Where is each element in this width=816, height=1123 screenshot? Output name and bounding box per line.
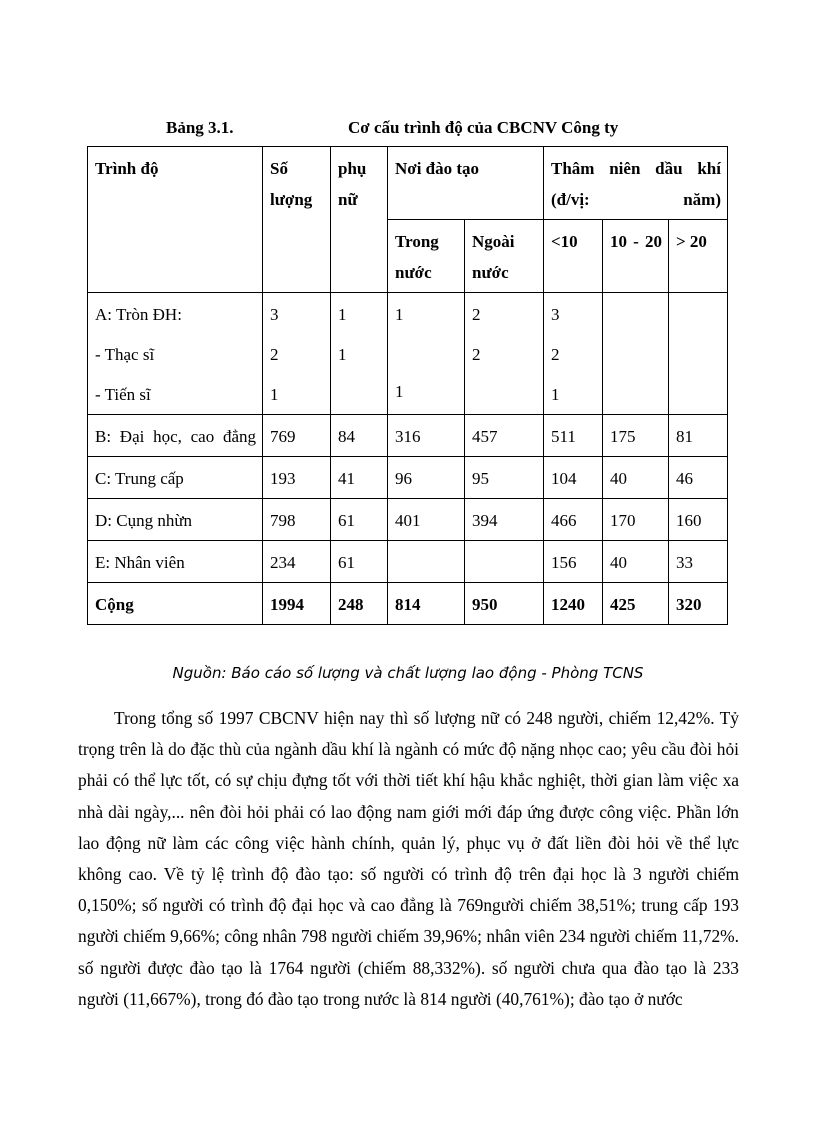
paragraph-text: Trong tổng số 1997 CBCNV hiện nay thì số lượng nữ có 248 người, chiếm 12,42%. Tỷ trọng trên là do đặc thù của ngành dầu khí là ngành có mức độ nặng nhọc cao; yêu cầu đòi hỏi phải có thể lực tốt, có sự chịu đựng tốt với thời tiết khí hậu khắc nghiệt, thời gian làm việc xa nhà dài ngày,... nên đòi hỏi phải có lao động nam giới mới đáp ứng được công việc. Phần lớn lao động nữ làm các công việc hành chính, quản lý, phục vụ ở đất liền đòi hỏi về thể lực không cao. Về tỷ lệ trình độ đào tạo: số người có trình độ trên đại học là 3 người chiếm 0,150%; số người có trình độ đại học và cao đẳng là 769người chiếm 38,51%; trung cấp 193 người chiếm 9,66%; công nhân 798 người chiếm 39,96%; nhân viên 234 người chiếm 11,72%. số người được đào tạo là 1764 người (chiếm 88,332%). số người chưa qua đào tạo là 233 người (11,667%), trong đó đào tạo trong nước là 814 người (40,761%); đào tạo ở nước [78, 708, 739, 1009]
body-paragraph [78, 703, 739, 1015]
header-row-1 [88, 147, 728, 220]
postgrad-female: 1 1 [331, 293, 388, 415]
header-10-20: 10 - 20 [603, 220, 669, 293]
header-domestic: Trong nước [388, 220, 465, 293]
table-number: Bảng 3.1. [166, 118, 234, 137]
header-training-place: Nơi đào tạo [388, 147, 544, 220]
postgrad-domestic: 1 1 [388, 293, 465, 415]
header-female: phụ nữ [331, 147, 388, 293]
table-title: Cơ cấu trình độ của CBCNV Công ty [348, 118, 619, 137]
postgrad-quantity: 3 2 1 [263, 293, 331, 415]
qualification-table [87, 146, 728, 625]
table-row-total: Cộng 1994 248 814 950 1240 425 320 [88, 583, 728, 625]
header-quantity: Số lượng [263, 147, 331, 293]
table-row-postgrad [88, 293, 728, 415]
postgrad-gt20 [669, 293, 728, 415]
header-foreign: Ngoài nước [465, 220, 544, 293]
postgrad-label: A: Tròn ĐH: - Thạc sĩ - Tiến sĩ [88, 293, 263, 415]
header-seniority: Thâm niên dầu khí (đ/vị: năm) [544, 147, 728, 220]
table-source-note: Nguồn: Báo cáo số lượng và chất lượng lao động - Phòng TCNS [172, 664, 644, 682]
table-row: E: Nhân viên 234 61 156 40 33 [88, 541, 728, 583]
table-row: D: Cụng nhừn 798 61 401 394 466 170 160 [88, 499, 728, 541]
header-gt20: > 20 [669, 220, 728, 293]
postgrad-10-20 [603, 293, 669, 415]
table-caption [0, 118, 816, 142]
header-lt10: <10 [544, 220, 603, 293]
postgrad-foreign: 2 2 [465, 293, 544, 415]
table-row: C: Trung cấp 193 41 96 95 104 40 46 [88, 457, 728, 499]
header-level: Trình độ [88, 147, 263, 293]
table-row: B: Đại học, cao đẳng 769 84 316 457 511 175 81 [88, 415, 728, 457]
postgrad-lt10: 3 2 1 [544, 293, 603, 415]
